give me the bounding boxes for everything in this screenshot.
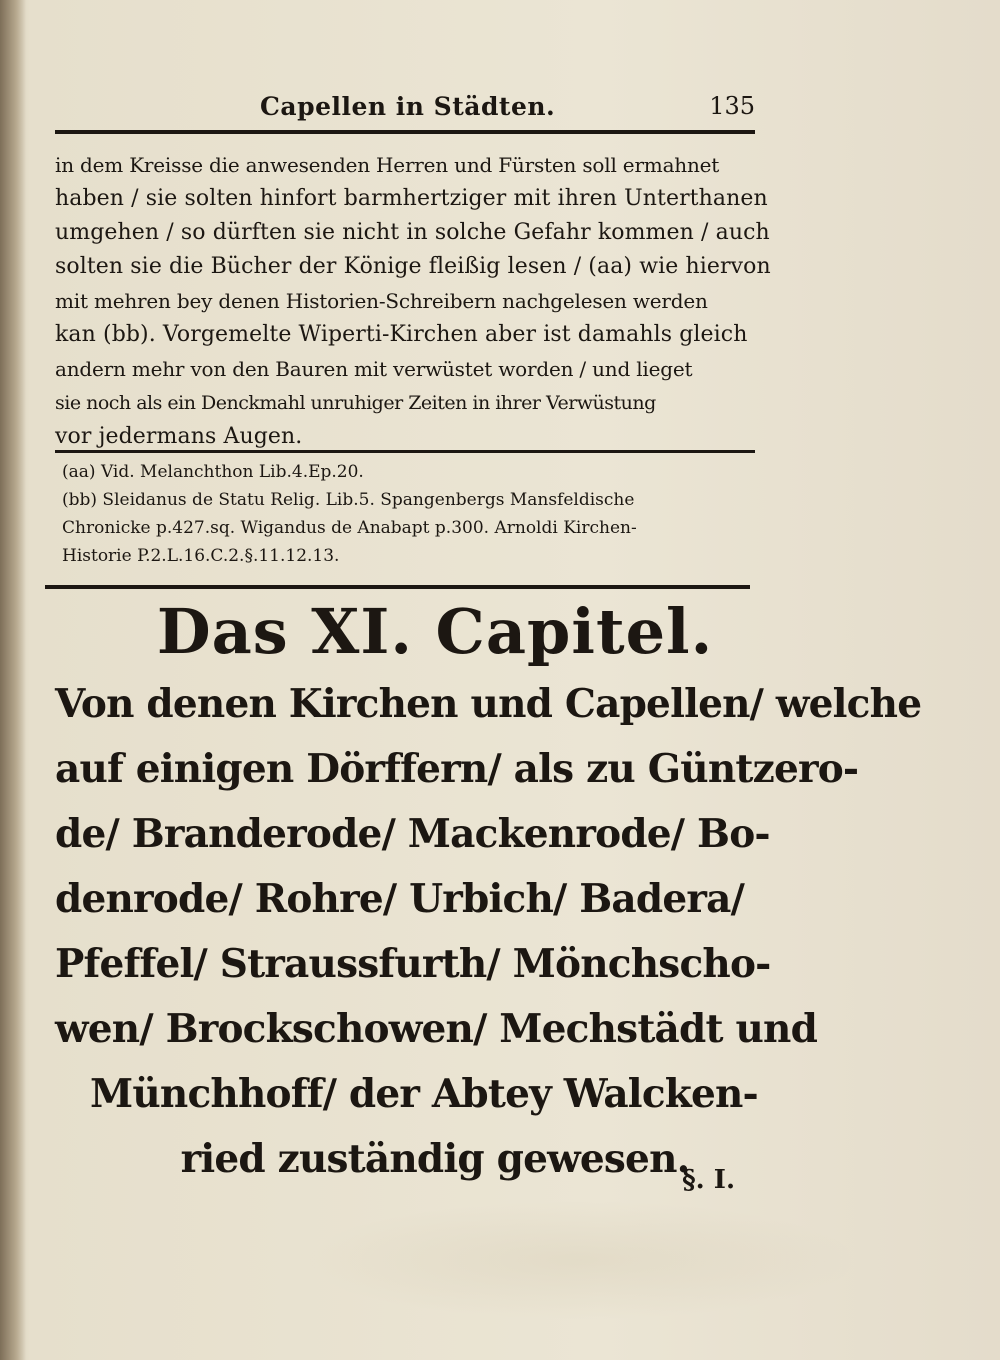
body-line: mit mehren bey denen Historien-Schreibern nachgelesen werden [55, 289, 708, 313]
subtitle-line: Münchhoff/ der Abtey Walcken- [90, 1071, 758, 1117]
subtitle-line: ried zuständig gewesen. [180, 1136, 690, 1182]
footnotes [62, 458, 752, 570]
body-text [55, 148, 771, 454]
subtitle-line: auf einigen Dörffern/ als zu Güntzero- [55, 746, 859, 792]
chapter-subtitle [55, 672, 922, 1192]
page-header [55, 92, 755, 124]
subtitle-line: Pfeffel/ Straussfurth/ Mönchscho- [55, 941, 771, 987]
subtitle-line: Von denen Kirchen und Capellen/ welche [55, 681, 922, 727]
subtitle-line: denrode/ Rohre/ Urbich/ Badera/ [55, 876, 745, 922]
body-line: umgehen / so dürften sie nicht in solche Gefahr kommen / auch [55, 220, 770, 245]
body-line: kan (bb). Vorgemelte Wiperti-Kirchen aber ist damahls gleich [55, 322, 748, 347]
body-line: solten sie die Bücher der Könige fleißig lesen / (aa) wie hiervon [55, 254, 771, 279]
chapter-title: Das XI. Capitel. [156, 595, 714, 668]
page-gutter [0, 0, 26, 1360]
footnote: (bb) Sleidanus de Statu Relig. Lib.5. Spangenbergs Mansfeldische [62, 490, 635, 510]
footnote-rule [55, 450, 755, 453]
subtitle-line: de/ Branderode/ Mackenrode/ Bo- [55, 811, 770, 857]
footnote: (aa) Vid. Melanchthon Lib.4.Ep.20. [62, 462, 364, 482]
paper-stain [300, 1200, 860, 1320]
body-line: sie noch als ein Denckmahl unruhiger Zeiten in ihrer Verwüstung [55, 392, 656, 414]
body-line: andern mehr von den Bauren mit verwüstet worden / und lieget [55, 357, 693, 381]
running-head: Capellen in Städten. [260, 92, 556, 121]
footnote: Chronicke p.427.sq. Wigandus de Anabapt p.300. Arnoldi Kirchen- [62, 518, 637, 538]
subtitle-line: wen/ Brockschowen/ Mechstädt und [55, 1006, 818, 1052]
body-line: in dem Kreisse die anwesenden Herren und Fürsten soll ermahnet [55, 153, 720, 177]
catchword: §. I. [682, 1165, 735, 1195]
body-line: vor jedermans Augen. [55, 424, 303, 449]
chapter-rule [45, 585, 750, 589]
page-number: 135 [709, 92, 755, 120]
header-rule [55, 130, 755, 134]
body-line: haben / sie solten hinfort barmhertziger mit ihren Unterthanen [55, 186, 768, 211]
footnote: Historie P.2.L.16.C.2.§.11.12.13. [62, 546, 340, 566]
